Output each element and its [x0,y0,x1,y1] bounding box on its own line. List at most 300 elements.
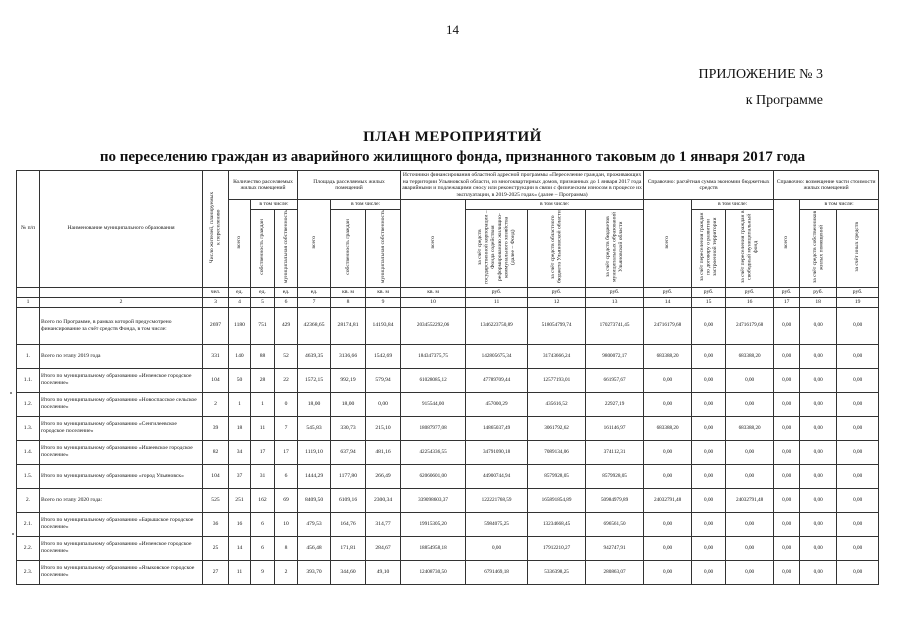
column-number-cell: 3 [203,297,229,307]
table-row [17,392,879,416]
value-cell: 751 [251,307,275,344]
row-number-cell: 1.3. [17,416,40,440]
value-cell: 47789709,44 [466,368,528,392]
value-cell: 0,00 [466,536,528,560]
value-cell: 6791469,18 [466,560,528,584]
row-number-cell: 1.5. [17,464,40,488]
header-residents: Число жителей, планируемых к переселению [203,171,229,288]
header-count-municipal: муниципальная собственность [275,209,298,287]
value-cell: 2697 [203,307,229,344]
value-cell: 0,00 [692,344,726,368]
column-number-cell: 4 [229,297,251,307]
column-number-row [17,297,879,307]
header-compensation-total: всего [774,200,800,287]
header-owners: за счёт средств собственников жилых помещений [800,209,837,287]
value-cell: 0 [275,392,298,416]
value-cell: 683388,20 [726,416,774,440]
table-row [17,440,879,464]
value-cell: 0,00 [644,560,692,584]
value-cell: 0,00 [726,440,774,464]
value-cell: 0,00 [774,464,800,488]
value-cell: 16 [229,512,251,536]
value-cell: 0,00 [692,488,726,512]
value-cell: 215,10 [366,416,401,440]
column-number-cell: 19 [837,297,879,307]
column-number-cell: 5 [251,297,275,307]
value-cell: 31743666,24 [528,344,586,368]
value-cell: 36 [203,512,229,536]
value-cell: 52 [275,344,298,368]
value-cell: 0,00 [726,512,774,536]
value-cell: 1 [251,392,275,416]
appendix-subtitle: к Программе [745,93,823,108]
value-cell: 1119,10 [298,440,331,464]
value-cell: 24032791,48 [726,488,774,512]
value-cell: 0,00 [366,392,401,416]
value-cell: 683388,20 [726,344,774,368]
municipality-cell: Итого по муниципальному образованию «Инзенское городское поселение» [40,536,203,560]
value-cell: 251 [229,488,251,512]
value-cell: 88 [251,344,275,368]
title-line-2: по переселению граждан из аварийного жилищного фонда, признанного таковым до 1 января 2017 года [99,149,806,165]
value-cell: 518054799,74 [528,307,586,344]
value-cell: 165891854,89 [528,488,586,512]
value-cell: 28 [251,368,275,392]
value-cell: 393,70 [298,560,331,584]
municipality-cell: Итого по муниципальному образованию «Инзенское городское поселение» [40,368,203,392]
municipality-cell: Итого по муниципальному образованию «Языковское городское поселение» [40,560,203,584]
value-cell: 27 [203,560,229,584]
value-cell: 0,00 [837,440,879,464]
header-area-group: Площадь расселяемых жилых помещений [298,171,401,200]
value-cell: 915544,00 [401,392,466,416]
column-number-cell: 16 [726,297,774,307]
units-cell: кв. м [366,287,401,297]
value-cell: 1 [229,392,251,416]
header-savings-group: Справочно: расчётная сумма экономии бюджетных средств [644,171,774,200]
column-number-cell: 14 [644,297,692,307]
header-count-citizens: собственность граждан [251,209,275,287]
value-cell: 942747,91 [586,536,644,560]
column-number-cell: 12 [528,297,586,307]
units-cell: кв. м [401,287,466,297]
value-cell: 0,00 [800,344,837,368]
header-area-total: всего [298,200,331,287]
value-cell: 1177,80 [331,464,366,488]
value-cell: 429 [275,307,298,344]
table-row [17,464,879,488]
table-row [17,344,879,368]
value-cell: 374112,31 [586,440,644,464]
units-cell: чел. [203,287,229,297]
row-number-cell [17,307,40,344]
value-cell: 0,00 [726,392,774,416]
units-cell: ед. [298,287,331,297]
value-cell: 637,94 [331,440,366,464]
units-cell: кв. м [331,287,366,297]
value-cell: 266,49 [366,464,401,488]
value-cell: 0,00 [644,464,692,488]
value-cell: 13234668,45 [528,512,586,536]
value-cell: 12408730,50 [401,560,466,584]
value-cell: 0,00 [644,440,692,464]
title-line-1: ПЛАН МЕРОПРИЯТИЙ [363,129,542,145]
value-cell: 24716179,68 [726,307,774,344]
value-cell: 2034552292,06 [401,307,466,344]
value-cell: 1572,15 [298,368,331,392]
value-cell: 481,16 [366,440,401,464]
value-cell: 6 [251,536,275,560]
header-development: за счёт переселения граждан по договору о развитии застроенной территории [692,209,726,287]
value-cell: 6 [275,464,298,488]
value-cell: 61028085,12 [401,368,466,392]
value-cell: 661957,67 [586,368,644,392]
value-cell: 331 [203,344,229,368]
municipality-cell: Итого по муниципальному образованию «город Ульяновск» [40,464,203,488]
value-cell: 0,00 [726,464,774,488]
header-sources-group: Источники финансирования областной адресной программы «Переселение граждан, проживающих на территории Ульяновской области, из многоквартирных домов, признанных до 1 января 2017 года аварийными и подлежащими сносу или реконструкции в связи с физическим износом в процессе их эксплуатации, в 2019-2025 годах» (далее – Программа) [401,171,644,200]
value-cell: 50 [229,368,251,392]
units-cell: руб. [726,287,774,297]
value-cell: 8579928,05 [586,464,644,488]
plan-table [16,170,879,585]
value-cell: 18 [229,416,251,440]
header-savings-total: всего [644,200,692,287]
value-cell: 12577193,01 [528,368,586,392]
municipality-cell: Итого по муниципальному образованию «Сенгилеевское городское поселение» [40,416,203,440]
value-cell: 457000,29 [466,392,528,416]
value-cell: 525 [203,488,229,512]
value-cell: 17912210,27 [528,536,586,560]
column-number-cell: 6 [275,297,298,307]
value-cell: 164,76 [331,512,366,536]
row-number-cell: 2. [17,488,40,512]
column-number-cell: 13 [586,297,644,307]
value-cell: 0,00 [837,307,879,344]
value-cell: 25 [203,536,229,560]
value-cell: 2300,34 [366,488,401,512]
value-cell: 339098603,37 [401,488,466,512]
value-cell: 0,00 [800,488,837,512]
value-cell: 50984979,89 [586,488,644,512]
units-cell: руб. [837,287,879,297]
value-cell: 24716179,68 [644,307,692,344]
value-cell: 0,00 [774,416,800,440]
column-number-cell: 8 [331,297,366,307]
value-cell: 3136,66 [331,344,366,368]
value-cell: 7089134,06 [528,440,586,464]
municipality-cell: Итого по муниципальному образованию «Барышское городское поселение» [40,512,203,536]
value-cell: 0,00 [644,392,692,416]
value-cell: 82 [203,440,229,464]
value-cell: 69 [275,488,298,512]
column-number-cell: 1 [17,297,40,307]
row-number-cell: 2.2. [17,536,40,560]
value-cell: 42254336,55 [401,440,466,464]
value-cell: 0,00 [837,560,879,584]
units-cell: руб. [774,287,800,297]
scan-speck [12,533,14,535]
table-row [17,307,879,344]
row-number-cell: 1.2. [17,392,40,416]
value-cell: 18854958,18 [401,536,466,560]
value-cell: 0,00 [837,344,879,368]
units-cell: руб. [528,287,586,297]
value-cell: 22 [275,368,298,392]
value-cell: 0,00 [774,392,800,416]
value-cell: 0,00 [800,307,837,344]
value-cell: 14 [229,536,251,560]
row-number-cell: 2.3. [17,560,40,584]
value-cell: 122221768,59 [466,488,528,512]
column-number-cell: 9 [366,297,401,307]
value-cell: 7 [275,416,298,440]
value-cell: 0,00 [800,560,837,584]
value-cell: 0,00 [800,416,837,440]
value-cell: 0,00 [774,560,800,584]
value-cell: 0,00 [726,536,774,560]
value-cell: 545,83 [298,416,331,440]
column-number-cell: 17 [774,297,800,307]
value-cell: 683388,20 [644,344,692,368]
value-cell: 62060601,00 [401,464,466,488]
value-cell: 0,00 [692,368,726,392]
municipality-cell: Всего по этапу 2019 года [40,344,203,368]
header-count-incl: в том числе: [251,200,298,210]
header-regional: за счёт средств областного бюджета Ульяновской области [528,209,586,287]
units-cell [17,287,40,297]
value-cell: 18,00 [298,392,331,416]
row-number-cell: 1.4. [17,440,40,464]
table-body [17,297,879,584]
value-cell: 0,00 [692,560,726,584]
value-cell: 0,00 [800,392,837,416]
value-cell: 9800072,17 [586,344,644,368]
table-row [17,536,879,560]
table-row [17,560,879,584]
value-cell: 992,19 [331,368,366,392]
municipality-cell: Итого по муниципальному образованию «Новоспасское сельское поселение» [40,392,203,416]
municipality-cell: Всего по этапу 2020 года: [40,488,203,512]
value-cell: 0,00 [800,440,837,464]
value-cell: 0,00 [837,416,879,440]
column-number-cell: 18 [800,297,837,307]
header-count-group: Количество расселяемых жилых помещений [229,171,298,200]
value-cell: 0,00 [837,536,879,560]
value-cell: 28174,81 [331,307,366,344]
value-cell: 18087977,08 [401,416,466,440]
value-cell: 0,00 [837,392,879,416]
value-cell: 0,00 [774,440,800,464]
column-number-cell: 11 [466,297,528,307]
value-cell: 39 [203,416,229,440]
value-cell: 8 [275,536,298,560]
value-cell: 17 [251,440,275,464]
value-cell: 5336398,25 [528,560,586,584]
page-number: 14 [446,22,459,37]
value-cell: 0,00 [692,512,726,536]
value-cell: 0,00 [800,512,837,536]
value-cell: 1444,29 [298,464,331,488]
value-cell: 0,00 [837,512,879,536]
value-cell: 0,00 [692,440,726,464]
header-free-fund: за счёт переселения граждан в свободный муниципальный фонд [726,209,774,287]
units-cell: ед. [275,287,298,297]
value-cell: 3061792,62 [528,416,586,440]
value-cell: 162 [251,488,275,512]
value-cell: 280863,07 [586,560,644,584]
value-cell: 0,00 [837,464,879,488]
value-cell: 0,00 [644,512,692,536]
value-cell: 11 [251,416,275,440]
value-cell: 22927,19 [586,392,644,416]
units-row [17,287,879,297]
table-row [17,416,879,440]
value-cell: 0,00 [644,536,692,560]
row-number-cell: 1. [17,344,40,368]
header-area-municipal: муниципальная собственность [366,209,401,287]
table-row [17,368,879,392]
value-cell: 31 [251,464,275,488]
value-cell: 37 [229,464,251,488]
units-cell: ед. [229,287,251,297]
scan-speck [10,392,12,394]
value-cell: 184347375,75 [401,344,466,368]
value-cell: 1180 [229,307,251,344]
value-cell: 18,00 [331,392,366,416]
header-sources-total: всего [401,200,466,287]
value-cell: 0,00 [800,368,837,392]
value-cell: 171,81 [331,536,366,560]
value-cell: 0,00 [800,536,837,560]
value-cell: 0,00 [692,464,726,488]
value-cell: 24032791,48 [644,488,692,512]
value-cell: 49,10 [366,560,401,584]
column-number-cell: 10 [401,297,466,307]
value-cell: 6109,16 [331,488,366,512]
value-cell: 5984075,25 [466,512,528,536]
table-row [17,488,879,512]
table-row [17,512,879,536]
value-cell: 2 [203,392,229,416]
header-compensation-group: Справочно: возмещение части стоимости жилых помещений [774,171,879,200]
header-municipality: Наименование муниципального образования [40,171,203,288]
column-number-cell: 15 [692,297,726,307]
value-cell: 0,00 [800,464,837,488]
header-compensation-incl: в том числе: [800,200,879,210]
value-cell: 0,00 [726,368,774,392]
header-number: № п/п [17,171,40,288]
value-cell: 344,60 [331,560,366,584]
header-area-incl: в том числе: [331,200,401,210]
value-cell: 0,00 [692,536,726,560]
municipality-cell: Всего по Программе, в рамках которой предусмотрено финансирование за счёт средств Фонда, в том числе: [40,307,203,344]
value-cell: 9 [251,560,275,584]
appendix-number: ПРИЛОЖЕНИЕ № 3 [698,67,823,82]
value-cell: 683388,20 [644,416,692,440]
value-cell: 0,00 [837,488,879,512]
units-cell: руб. [800,287,837,297]
value-cell: 479,53 [298,512,331,536]
units-cell [40,287,203,297]
value-cell: 0,00 [774,488,800,512]
value-cell: 10 [275,512,298,536]
value-cell: 0,00 [774,368,800,392]
value-cell: 579,94 [366,368,401,392]
value-cell: 456,48 [298,536,331,560]
value-cell: 0,00 [774,307,800,344]
value-cell: 34791090,18 [466,440,528,464]
value-cell: 19915305,20 [401,512,466,536]
value-cell: 34 [229,440,251,464]
units-cell: руб. [692,287,726,297]
value-cell: 314,77 [366,512,401,536]
value-cell: 0,00 [774,512,800,536]
value-cell: 104 [203,368,229,392]
header-other: за счёт иных средств [837,209,879,287]
value-cell: 0,00 [726,560,774,584]
column-number-cell: 7 [298,297,331,307]
value-cell: 8409,50 [298,488,331,512]
value-cell: 0,00 [837,368,879,392]
value-cell: 14865037,49 [466,416,528,440]
units-cell: руб. [466,287,528,297]
header-area-citizens: собственность граждан [331,209,366,287]
header-count-total: всего [229,200,251,287]
value-cell: 330,73 [331,416,366,440]
value-cell: 696561,50 [586,512,644,536]
value-cell: 104 [203,464,229,488]
value-cell: 1346223750,89 [466,307,528,344]
value-cell: 161146,97 [586,416,644,440]
value-cell: 11 [229,560,251,584]
value-cell: 17 [275,440,298,464]
plan-table-container [16,170,878,585]
value-cell: 0,00 [644,368,692,392]
value-cell: 1542,69 [366,344,401,368]
value-cell: 14193,84 [366,307,401,344]
value-cell: 284,67 [366,536,401,560]
header-sources-incl: в том числе: [466,200,644,210]
value-cell: 44900744,94 [466,464,528,488]
value-cell: 0,00 [692,392,726,416]
value-cell: 0,00 [692,416,726,440]
row-number-cell: 2.1. [17,512,40,536]
units-cell: руб. [644,287,692,297]
value-cell: 8579928,05 [528,464,586,488]
value-cell: 142805675,34 [466,344,528,368]
table-header [17,171,879,298]
value-cell: 140 [229,344,251,368]
municipality-cell: Итого по муниципальному образованию «Ишеевское городское поселение» [40,440,203,464]
appendix-heading [699,62,824,114]
value-cell: 435616,52 [528,392,586,416]
value-cell: 4639,35 [298,344,331,368]
row-number-cell: 1.1. [17,368,40,392]
value-cell: 0,00 [692,307,726,344]
column-number-cell: 2 [40,297,203,307]
document-title [0,127,905,167]
value-cell: 0,00 [774,344,800,368]
value-cell: 6 [251,512,275,536]
units-cell: ед. [251,287,275,297]
value-cell: 0,00 [774,536,800,560]
header-local: за счёт средств бюджетов муниципальных образований Ульяновской области [586,209,644,287]
value-cell: 170273741,45 [586,307,644,344]
units-cell: руб. [586,287,644,297]
header-fund: за счёт средств государственной корпорации – Фонда содействия реформированию жилищно-коммунального хозяйства (далее – Фонд) [466,209,528,287]
value-cell: 2 [275,560,298,584]
